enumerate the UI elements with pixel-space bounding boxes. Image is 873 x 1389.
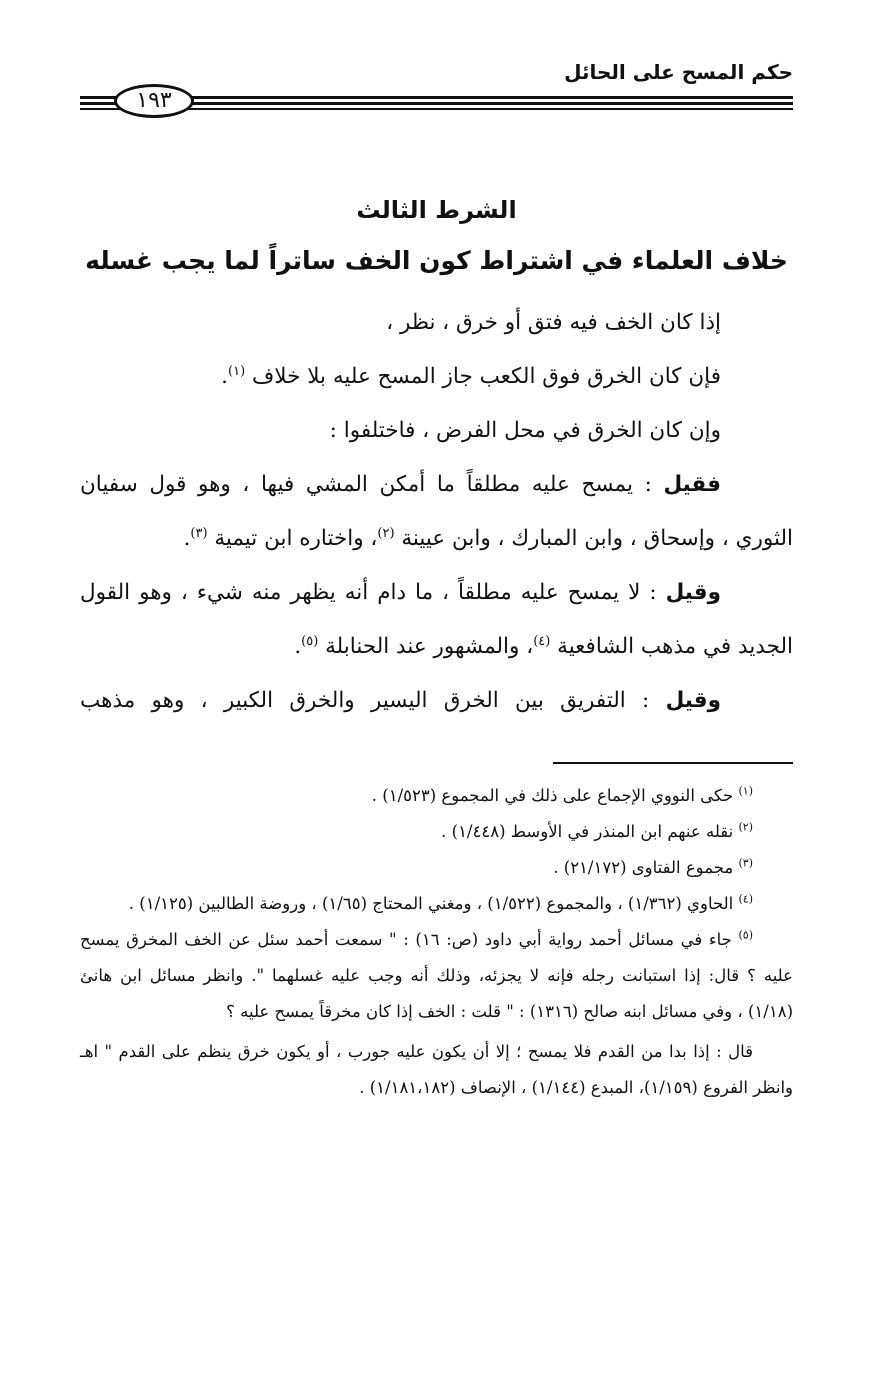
- page-number: ١٩٣: [114, 84, 194, 118]
- footnote-2-text: نقله عنهم ابن المنذر في الأوسط (١/٤٤٨) .: [441, 822, 734, 841]
- footnotes: [80, 778, 793, 1106]
- footnote-4-text: الحاوي (١/٣٦٢) ، والمجموع (١/٥٢٢) ، ومغني المحتاج (١/٦٥) ، وروضة الطالبين (١/١٢٥) .: [128, 894, 734, 913]
- paragraph-5-end: .: [294, 634, 302, 659]
- footnote-5: [80, 922, 793, 1030]
- footnote-3: [80, 850, 793, 886]
- paragraph-6: [80, 674, 793, 728]
- paragraph-5: [80, 566, 793, 674]
- paragraph-4-lead: فقيل: [663, 472, 721, 497]
- paragraph-6-lead: وقيل: [665, 688, 721, 713]
- paragraph-6-text: : التفريق بين الخرق اليسير والخرق الكبير ، وهو مذهب: [80, 688, 650, 713]
- paragraph-2: [80, 350, 793, 404]
- section-heading: الشرط الثالث: [356, 196, 517, 224]
- paragraph-5-text-a: : لا يمسح عليه مطلقاً ، ما دام أنه يظهر منه شيء ، وهو القول الجديد في مذهب الشافعية: [80, 580, 793, 659]
- paragraph-5-lead: وقيل: [665, 580, 721, 605]
- running-title: حكم المسح على الحائل: [564, 60, 793, 84]
- footnote-separator: [553, 762, 793, 764]
- paragraph-4-text-b: ، واختاره ابن تيمية: [214, 526, 378, 551]
- footnote-5-text: جاء في مسائل أحمد رواية أبي داود (ص: ١٦) : " سمعت أحمد سئل عن الخف المخرق يمسح عليه ؟ قال: إذا استبانت رجله فإنه لا يجزئه، وذلك أنه وجب عليه غسلهما ". وانظر مسائل ابن هانئ (١/١٨) ، وفي مسائل ابنه صالح (١٣١٦) : " قلت : الخف إذا كان مخرقاً يمسح عليه ؟: [80, 930, 793, 1021]
- footnote-2: [80, 814, 793, 850]
- paragraph-2-end: .: [221, 364, 228, 389]
- paragraph-4-text-a: : يمسح عليه مطلقاً ما أمكن المشي فيها ، وهو قول سفيان الثوري ، وإسحاق ، وابن المبارك ، وابن عيينة: [80, 472, 793, 551]
- paragraph-4-end: .: [183, 526, 191, 551]
- footnote-2-number: (٢): [738, 820, 753, 834]
- footnote-ref-3[interactable]: (٣): [190, 525, 208, 541]
- footnote-4: [80, 886, 793, 922]
- paragraph-5-text-b: ، والمشهور عند الحنابلة: [325, 634, 534, 659]
- paragraph-3: [80, 404, 793, 458]
- section-subheading: خلاف العلماء في اشتراط كون الخف ساتراً لما يجب غسله: [85, 246, 788, 275]
- paragraph-1: [80, 296, 793, 350]
- footnote-3-number: (٣): [738, 856, 753, 870]
- footnote-ref-2[interactable]: (٢): [377, 525, 395, 541]
- footnote-5-continuation: قال : إذا بدا من القدم فلا يمسح ؛ إلا أن يكون عليه جورب ، أو يكون خرق ينظم على القدم " اهـ وانظر الفروع (١/١٥٩)، المبدع (١/١٤٤) ، الإنصاف (١/١٨١،١٨٢) .: [80, 1042, 793, 1097]
- paragraph-2-text: فإن كان الخرق فوق الكعب جاز المسح عليه بلا خلاف: [251, 364, 721, 389]
- main-text: [80, 296, 793, 728]
- footnote-ref-4[interactable]: (٤): [533, 633, 551, 649]
- paragraph-4: [80, 458, 793, 566]
- paragraph-1-text: إذا كان الخف فيه فتق أو خرق ، نظر ،: [386, 310, 721, 335]
- footnote-3-text: مجموع الفتاوى (٢١/١٧٢) .: [553, 858, 734, 877]
- footnote-ref-1[interactable]: (١): [228, 363, 246, 379]
- footnote-5-number: (٥): [738, 928, 754, 942]
- footnote-1-number: (١): [738, 784, 753, 798]
- footnote-1: [80, 778, 793, 814]
- paragraph-3-text: وإن كان الخرق في محل الفرض ، فاختلفوا :: [329, 418, 721, 443]
- footnote-1-text: حكى النووي الإجماع على ذلك في المجموع (١/٥٢٣) .: [371, 786, 734, 805]
- footnote-4-number: (٤): [738, 892, 753, 906]
- footnote-ref-5[interactable]: (٥): [301, 633, 319, 649]
